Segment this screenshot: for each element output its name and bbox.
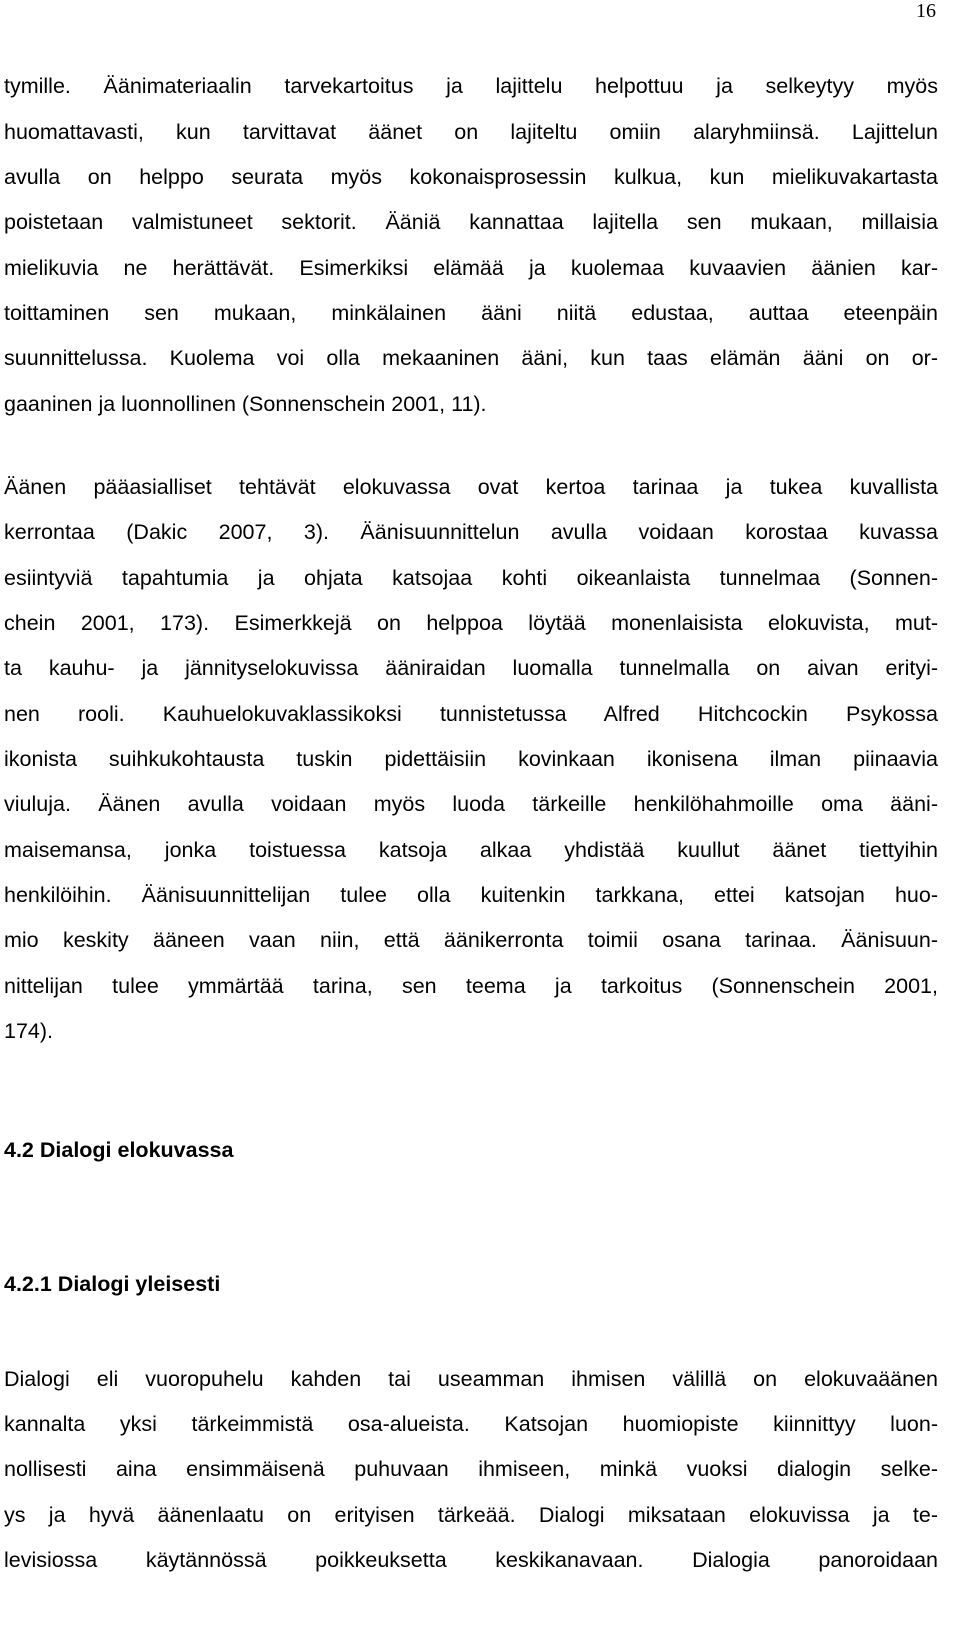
- text-line: esiintyviä tapahtumia ja ohjata katsojaa kohti oikeanlaista tunnelmaa (Sonnen-: [4, 566, 938, 590]
- text-line: mielikuvia ne herättävät. Esimerkiksi elämää ja kuolemaa kuvaavien äänien kar-: [4, 256, 938, 280]
- text-line: 174).: [4, 1019, 54, 1043]
- text-line: ta kauhu- ja jännityselokuvissa ääniraidan luomalla tunnelmalla on aivan erityi-: [4, 656, 938, 680]
- page-number: 16: [916, 0, 936, 22]
- text-line: henkilöihin. Äänisuunnittelijan tulee olla kuitenkin tarkkana, ettei katsojan huo-: [4, 883, 938, 907]
- text-line: toittaminen sen mukaan, minkälainen ääni niitä edustaa, auttaa eteenpäin: [4, 301, 938, 325]
- text-line: nen rooli. Kauhuelokuvaklassikoksi tunnistetussa Alfred Hitchcockin Psykossa: [4, 702, 938, 726]
- text-line: nittelijan tulee ymmärtää tarina, sen teema ja tarkoitus (Sonnenschein 2001,: [4, 974, 938, 998]
- text-line: ys ja hyvä äänenlaatu on erityisen tärkeää. Dialogi miksataan elokuvissa ja te-: [4, 1503, 938, 1527]
- text-line: chein 2001, 173). Esimerkkejä on helppoa löytää monenlaisista elokuvista, mut-: [4, 611, 938, 635]
- text-line: kannalta yksi tärkeimmistä osa-alueista. Katsojan huomiopiste kiinnittyy luon-: [4, 1412, 938, 1436]
- text-line: tymille. Äänimateriaalin tarvekartoitus ja lajittelu helpottuu ja selkeytyy myös: [4, 74, 938, 98]
- text-line: levisiossa käytännössä poikkeuksetta keskikanavaan. Dialogia panoroidaan: [4, 1548, 938, 1572]
- text-line: Äänen pääasialliset tehtävät elokuvassa ovat kertoa tarinaa ja tukea kuvallista: [4, 475, 938, 499]
- text-line: maisemansa, jonka toistuessa katsoja alkaa yhdistää kuullut äänet tiettyihin: [4, 838, 938, 862]
- text-line: kerrontaa (Dakic 2007, 3). Äänisuunnittelun avulla voidaan korostaa kuvassa: [4, 520, 938, 544]
- text-line: suunnittelussa. Kuolema voi olla mekaaninen ääni, kun taas elämän ääni on or-: [4, 346, 938, 370]
- section-heading: 4.2 Dialogi elokuvassa: [4, 1138, 234, 1162]
- text-line: gaaninen ja luonnollinen (Sonnenschein 2001, 11).: [4, 392, 487, 416]
- text-line: mio keskity ääneen vaan niin, että äänikerronta toimii osana tarinaa. Äänisuun-: [4, 928, 938, 952]
- text-line: ikonista suihkukohtausta tuskin pidettäisiin kovinkaan ikonisena ilman piinaavia: [4, 747, 938, 771]
- text-line: Dialogi eli vuoropuhelu kahden tai useamman ihmisen välillä on elokuvaäänen: [4, 1367, 938, 1391]
- text-line: avulla on helppo seurata myös kokonaisprosessin kulkua, kun mielikuvakartasta: [4, 165, 938, 189]
- text-line: nollisesti aina ensimmäisenä puhuvaan ihmiseen, minkä vuoksi dialogin selke-: [4, 1457, 938, 1481]
- subsection-heading: 4.2.1 Dialogi yleisesti: [4, 1272, 221, 1296]
- text-line: poistetaan valmistuneet sektorit. Ääniä kannattaa lajitella sen mukaan, millaisia: [4, 210, 938, 234]
- text-line: huomattavasti, kun tarvittavat äänet on lajiteltu omiin alaryhmiinsä. Lajittelun: [4, 120, 938, 144]
- text-line: viuluja. Äänen avulla voidaan myös luoda tärkeille henkilöhahmoille oma ääni-: [4, 792, 938, 816]
